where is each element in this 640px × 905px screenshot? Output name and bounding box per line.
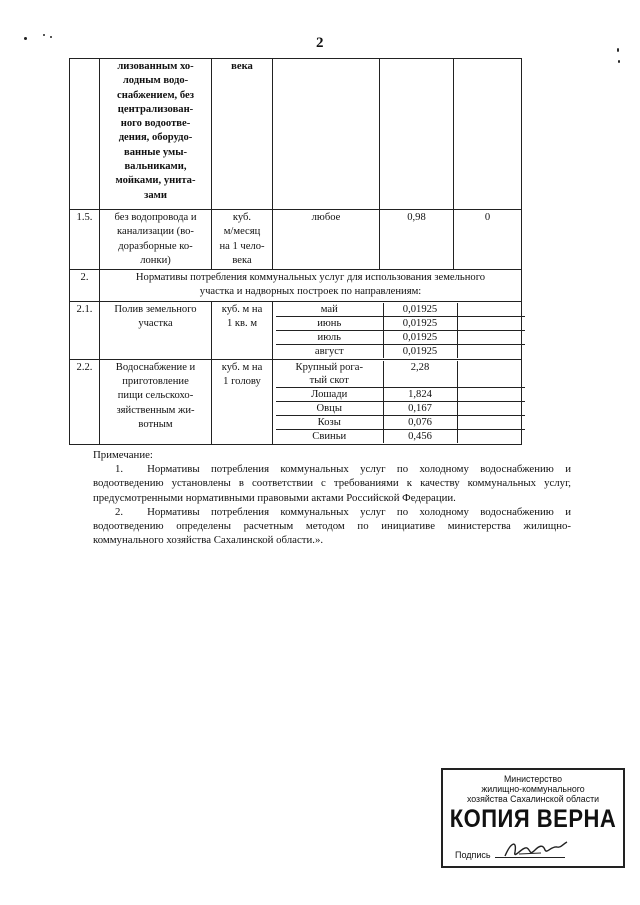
animal-empty	[457, 415, 525, 429]
scan-speck	[43, 34, 45, 36]
text-line: лизованным хо-	[117, 61, 194, 72]
notes	[93, 448, 571, 547]
text-line: зами	[144, 189, 167, 201]
text-line: м/месяц	[223, 226, 261, 238]
animal-label: Овцы	[276, 401, 383, 415]
cell-category	[273, 59, 380, 210]
text-line: ванные умы-	[123, 146, 188, 158]
month-label: август	[276, 344, 383, 358]
animal-label: Свиньи	[276, 429, 383, 443]
text-line: мойками, унита-	[115, 175, 196, 187]
months-subtable	[276, 303, 525, 358]
animals-subtable-cell	[273, 359, 522, 444]
cell-unit	[212, 210, 273, 270]
cell-num: 2.2.	[70, 359, 100, 444]
animal-empty	[457, 361, 525, 388]
subtable-row	[276, 344, 525, 358]
animal-empty	[457, 401, 525, 415]
month-value: 0,01925	[383, 316, 457, 330]
animal-value: 0,076	[383, 415, 457, 429]
subtable-row	[276, 316, 525, 330]
month-empty	[457, 330, 525, 344]
animal-empty	[457, 387, 525, 401]
text-line: на 1 чело-	[219, 240, 265, 252]
animal-label: Козы	[276, 415, 383, 429]
text-line: пищи сельскохо-	[117, 390, 194, 402]
month-value: 0,01925	[383, 330, 457, 344]
animal-value: 1,824	[383, 387, 457, 401]
text-line: участка	[138, 318, 173, 330]
text-line: века	[232, 254, 252, 266]
month-empty	[457, 344, 525, 358]
scan-speck	[618, 60, 620, 63]
text-line: Полив земельного	[114, 303, 197, 315]
subtable-row	[276, 330, 525, 344]
cell-description	[100, 210, 212, 270]
cell-value-2	[454, 59, 522, 210]
notes-heading: Примечание:	[93, 449, 153, 461]
text-line: централизован-	[117, 103, 194, 115]
cell-unit: века	[212, 59, 273, 210]
text-line: лодным водо-	[122, 75, 189, 87]
text-line: зяйственным жи-	[116, 404, 195, 416]
text-line: приготовление	[122, 376, 189, 388]
months-subtable-cell	[273, 301, 522, 359]
text-line: лонки)	[140, 254, 171, 266]
month-label: май	[276, 303, 383, 317]
month-label: июнь	[276, 316, 383, 330]
cell-value: 0,98	[380, 210, 454, 270]
table-row	[70, 210, 522, 270]
note-2	[93, 505, 571, 548]
cell-description	[100, 359, 212, 444]
subtable-row	[276, 415, 525, 429]
cell-num: 2.1.	[70, 301, 100, 359]
page-number: 2	[316, 35, 324, 51]
text-line: доразборные ко-	[118, 240, 193, 252]
stamp-title: КОПИЯ ВЕРНА	[449, 804, 617, 833]
animal-value: 0,456	[383, 429, 457, 443]
animal-empty	[457, 429, 525, 443]
cell-num: 2.	[70, 270, 100, 302]
animal-label: Лошади	[276, 387, 383, 401]
cell-value	[380, 59, 454, 210]
text-line: 1 кв. м	[226, 318, 258, 330]
text-line: хозяйства Сахалинской области	[466, 794, 600, 804]
text-line: куб. м на	[221, 361, 263, 373]
cell-unit	[212, 359, 273, 444]
text-line: куб. м на	[221, 303, 263, 315]
text-line: Водоснабжение и	[115, 361, 196, 373]
text-line: вальниками,	[124, 161, 187, 173]
scan-speck	[50, 36, 52, 38]
text-line: участка и надворных построек по направлениям:	[199, 286, 422, 298]
table-row	[70, 270, 522, 302]
animal-label	[276, 361, 383, 388]
animal-value: 0,167	[383, 401, 457, 415]
scan-speck	[617, 48, 619, 52]
text-line: вотным	[138, 418, 173, 430]
cell-num	[70, 59, 100, 210]
month-empty	[457, 316, 525, 330]
note-number: 1.	[115, 463, 124, 476]
signature-label: Подпись	[455, 850, 491, 860]
subtable-row	[276, 387, 525, 401]
note-text: Нормативы потребления коммунальных услуг по холодному водоснабжению и водоотведению определены расчетным методом по инициативе министерства жилищно-коммунального хозяйства Сахалинской области.».	[93, 505, 571, 547]
cell-num: 1.5.	[70, 210, 100, 270]
note-1	[93, 462, 571, 505]
copy-certified-stamp	[441, 768, 625, 868]
text-line: Нормативы потребления коммунальных услуг для использования земельного	[135, 272, 486, 284]
stamp-organization	[443, 774, 623, 804]
text-line: дения, оборудо-	[118, 132, 193, 144]
table-row	[70, 359, 522, 444]
signature-scribble-icon	[501, 838, 571, 862]
subtable-row	[276, 361, 525, 388]
section-heading	[100, 270, 522, 302]
cell-value-2: 0	[454, 210, 522, 270]
scan-speck	[24, 37, 27, 40]
text-line: жилищно-коммунального	[481, 784, 585, 794]
text-line: снабжением, без	[117, 89, 194, 101]
text-line: тый скот	[309, 374, 349, 386]
cell-unit	[212, 301, 273, 359]
subtable-row	[276, 303, 525, 317]
text-line: Крупный рога-	[295, 361, 363, 373]
cell-description	[100, 301, 212, 359]
text-line: ного водоотве-	[120, 118, 191, 130]
text-line: 1 голову	[223, 376, 261, 388]
month-label: июль	[276, 330, 383, 344]
note-number: 2.	[115, 505, 124, 518]
text-line: без водопровода и	[114, 212, 197, 223]
cell-category: любое	[273, 210, 380, 270]
table-row	[70, 59, 522, 210]
normatives-table	[69, 58, 522, 445]
table-row	[70, 301, 522, 359]
note-text: Нормативы потребления коммунальных услуг по холодному водоснабжению и водоотведению установлены в соответствии с требованиями к качеству коммунальных услуг, предусмотренными нормативными правовыми актами Российской Федерации.	[93, 463, 571, 504]
text-line: канализации (во-	[117, 226, 194, 238]
month-value: 0,01925	[383, 344, 457, 358]
subtable-row	[276, 401, 525, 415]
text-line: Министерство	[503, 774, 563, 784]
month-empty	[457, 303, 525, 317]
month-value: 0,01925	[383, 303, 457, 317]
animals-subtable	[276, 361, 525, 443]
cell-description	[100, 59, 212, 210]
text-line: куб.	[232, 212, 252, 223]
subtable-row	[276, 429, 525, 443]
animal-value: 2,28	[383, 361, 457, 388]
